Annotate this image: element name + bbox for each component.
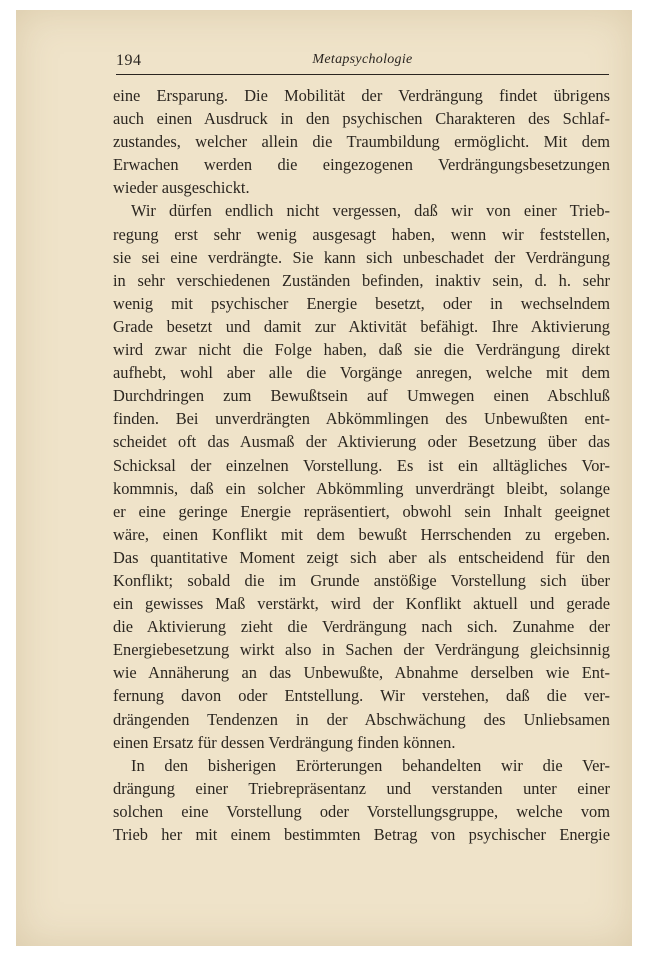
- text-line: drängung einer Triebrepräsentanz und verstanden unter einer: [113, 778, 610, 798]
- text-line: die Aktivierung zieht die Verdrängung nach sich. Zunahme der: [113, 617, 610, 637]
- text-line: Erwachen werden die eingezogenen Verdrängungsbesetzungen: [113, 155, 610, 175]
- text-line: Schicksal der einzelnen Vorstellung. Es ist ein alltägliches Vor-: [113, 455, 610, 475]
- text-line: wenig mit psychischer Energie besetzt, oder in wechselndem: [113, 293, 610, 313]
- text-line: sie sei eine verdrängte. Sie kann sich unbeschadet der Verdrängung: [113, 247, 610, 267]
- body-text: [113, 84, 610, 846]
- text-line: regung erst sehr wenig ausgesagt haben, wenn wir feststellen,: [113, 224, 610, 244]
- text-line: aufhebt, wohl aber alle die Vorgänge anregen, welche mit dem: [113, 363, 610, 383]
- text-line: auch einen Ausdruck in den psychischen Charakteren des Schlaf-: [113, 109, 610, 129]
- text-line: einen Ersatz für dessen Verdrängung finden können.: [113, 732, 456, 752]
- text-line: kommnis, daß ein solcher Abkömmling unverdrängt bleibt, solange: [113, 478, 610, 498]
- running-head: [116, 52, 609, 75]
- text-line: Konflikt; sobald die im Grunde anstößige Vorstellung sich über: [113, 570, 610, 590]
- running-title: Metapsychologie: [312, 52, 413, 67]
- text-line: finden. Bei unverdrängten Abkömmlingen des Unbewußten ent-: [113, 409, 610, 429]
- text-line: in sehr verschiedenen Zuständen befinden, inaktiv sein, d. h. sehr: [113, 270, 610, 290]
- text-line: solchen eine Vorstellung oder Vorstellungsgruppe, welche vom: [113, 801, 610, 821]
- text-line: wie Annäherung an das Unbewußte, Abnahme derselben wie Ent-: [113, 663, 610, 683]
- page-number: 194: [116, 52, 142, 69]
- text-line: Wir dürfen endlich nicht vergessen, daß wir von einer Trieb-: [131, 201, 610, 221]
- text-line: Energiebesetzung wirkt also in Sachen der Verdrängung gleichsinnig: [113, 640, 610, 660]
- text-line: Das quantitative Moment zeigt sich aber als entscheidend für den: [113, 547, 610, 567]
- text-line: er eine geringe Energie repräsentiert, obwohl sein Inhalt geeignet: [113, 501, 610, 521]
- text-line: fernung davon oder Entstellung. Wir verstehen, daß die ver-: [113, 686, 610, 706]
- text-line: drängenden Tendenzen in der Abschwächung des Unliebsamen: [113, 709, 610, 729]
- text-line: wieder ausgeschickt.: [113, 178, 250, 198]
- text-line: Trieb her mit einem bestimmten Betrag von psychischer Energie: [113, 825, 610, 844]
- text-line: zustandes, welcher allein die Traumbildung ermöglicht. Mit dem: [113, 132, 610, 152]
- text-line: Grade besetzt und damit zur Aktivität befähigt. Ihre Aktivierung: [113, 316, 610, 336]
- text-line: In den bisherigen Erörterungen behandelten wir die Ver-: [131, 755, 610, 775]
- text-line: Durchdringen zum Bewußtsein auf Umwegen einen Abschluß: [113, 386, 610, 406]
- text-line: ein gewisses Maß verstärkt, wird der Konflikt aktuell und gerade: [113, 594, 610, 614]
- text-line: eine Ersparung. Die Mobilität der Verdrängung findet übrigens: [113, 86, 610, 105]
- text-line: scheidet oft das Ausmaß der Aktivierung oder Besetzung über das: [113, 432, 610, 452]
- text-line: wäre, einen Konflikt mit dem bewußt Herrschenden zu ergeben.: [113, 524, 610, 544]
- text-line: wird zwar nicht die Folge haben, daß sie die Verdrängung direkt: [113, 340, 610, 360]
